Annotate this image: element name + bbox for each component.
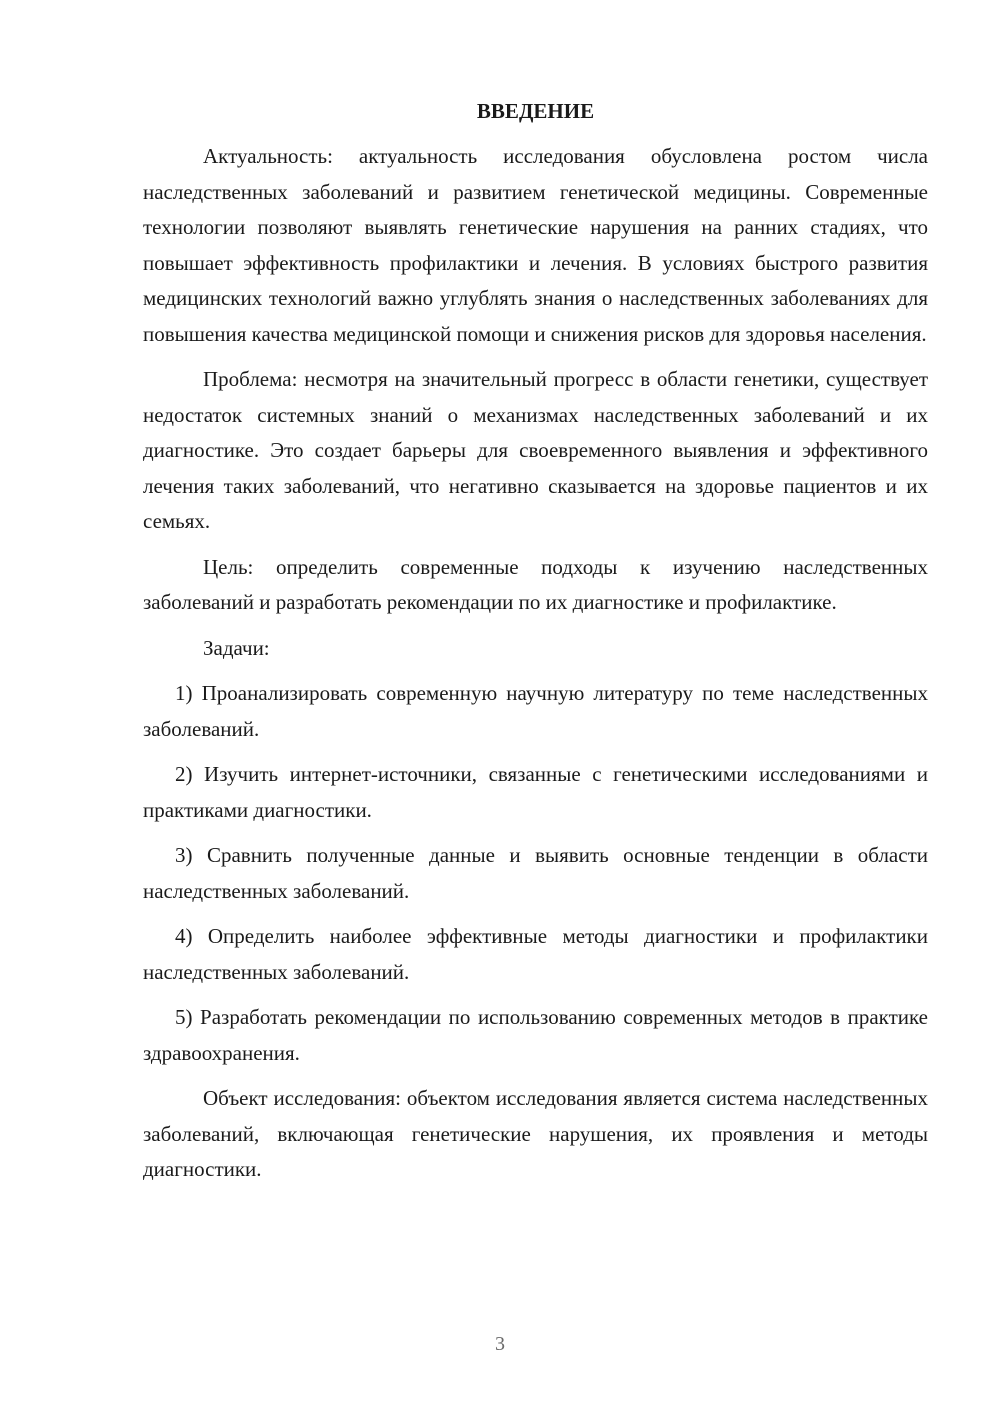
task-item-3: 3) Сравнить полученные данные и выявить основные тенденции в области наследственных заболеваний.	[143, 843, 928, 903]
task-item-1: 1) Проанализировать современную научную литературу по теме наследственных заболеваний.	[143, 681, 928, 741]
task-item-5: 5) Разработать рекомендации по использованию современных методов в практике здравоохранения.	[143, 1005, 928, 1065]
task-item-2: 2) Изучить интернет-источники, связанные с генетическими исследованиями и практиками диагностики.	[143, 762, 928, 822]
relevance-paragraph: Актуальность: актуальность исследования обусловлена ростом числа наследственных заболеваний и развитием генетической медицины. Современные технологии позволяют выявлять генетические нарушения на ранних стадиях, что повышает эффективность профилактики и лечения. В условиях быстрого развития медицинских технологий важно углублять знания о наследственных заболеваниях для повышения качества медицинской помощи и снижения рисков для здоровья населения.	[143, 144, 928, 346]
task-item-4: 4) Определить наиболее эффективные методы диагностики и профилактики наследственных заболеваний.	[143, 924, 928, 984]
section-title: ВВЕДЕНИЕ	[476, 99, 595, 123]
page-number: 3	[495, 1333, 505, 1355]
research-object-paragraph: Объект исследования: объектом исследования является система наследственных заболеваний, включающая генетические нарушения, их проявления и методы диагностики.	[143, 1086, 928, 1181]
document-page	[143, 96, 928, 1198]
tasks-heading: Задачи:	[203, 635, 270, 660]
problem-paragraph: Проблема: несмотря на значительный прогресс в области генетики, существует недостаток системных знаний о механизмах наследственных заболеваний и их диагностике. Это создает барьеры для своевременного выявления и эффективного лечения таких заболеваний, что негативно сказывается на здоровье пациентов и их семьях.	[143, 367, 928, 533]
goal-paragraph: Цель: определить современные подходы к изучению наследственных заболеваний и разработать рекомендации по их диагностике и профилактике.	[143, 554, 928, 614]
